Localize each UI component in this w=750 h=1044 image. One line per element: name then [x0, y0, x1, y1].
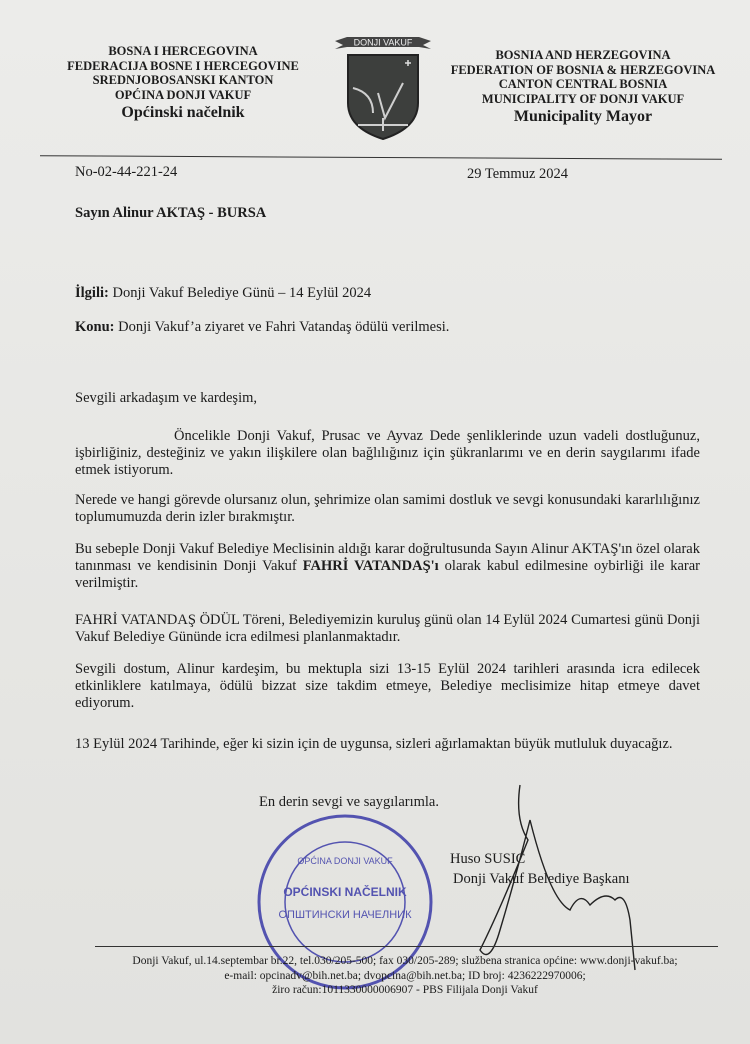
footer-line: e-mail: opcinadv@bih.net.ba; dvopcina@bih.net.ba; ID broj: 4236222970006; [224, 969, 586, 982]
stamp-line: ОПШТИНСКИ НАЧЕЛНИК [278, 909, 412, 921]
stamp-line: OPĆINSKI NAČELNIK [283, 885, 407, 899]
header-left [52, 44, 314, 124]
header-title: Municipality Mayor [513, 108, 653, 125]
subject-label: Konu: [75, 319, 115, 335]
header-line: CANTON CENTRAL BOSNIA [498, 77, 668, 91]
body-paragraph: Sevgili dostum, Alinur kardeşim, bu mektupla sizi 13-15 Eylül 2024 tarihleri arasında icra edilecek etkinliklere katılmaya, ödülü bizzat size takdim etmeye, Belediye meclisimize hitap etmeye davet ediyorum. [75, 661, 700, 711]
footer [95, 954, 715, 998]
body-paragraph: FAHRİ VATANDAŞ ÖDÜL Töreni, Belediyemizin kuruluş günü olan 14 Eylül 2024 Cumartesi günü Donji Vakuf Belediye Gününde icra edilmesi planlanmaktadır. [75, 612, 700, 645]
subject-text: Donji Vakuf’a ziyaret ve Fahri Vatandaş ödülü verilmesi. [118, 319, 450, 335]
footer-line: Donji Vakuf, ul.14.septembar br.22, tel.030/205-500; fax 030/205-289; službena stranica općine: www.donji-vakuf.ba; [132, 955, 678, 967]
body-paragraph: Nerede ve hangi görevde olursanız olun, şehrimize olan samimi dostluk ve sevgi konusundaki kararlılığınız toplumumuzda derin izler bırakmıştır. [75, 492, 700, 525]
signatory-title: Donji Vakuf Belediye Başkanı [453, 871, 630, 887]
body-paragraph: Öncelikle Donji Vakuf, Prusac ve Ayvaz Dede şenliklerinde uzun vadeli dostluğunuz, işbirliğiniz, desteğiniz ve yakın ilişkilere olan bağlılığınız için şükranlarımı ve en derin saygılarımı ifade etmek istiyorum. [75, 428, 700, 478]
decision-bold: FAHRİ VATANDAŞ'ı [302, 558, 439, 574]
header-divider [40, 155, 722, 160]
handwritten-signature [420, 780, 650, 980]
header-line: BOSNA I HERCEGOVINA [108, 44, 258, 58]
subject-ref-label: İlgili: [75, 285, 109, 301]
greeting: Sevgili arkadaşım ve kardeşim, [75, 390, 258, 406]
closing: En derin sevgi ve saygılarımla. [259, 794, 439, 810]
header-line: MUNICIPALITY OF DONJI VAKUF [481, 91, 685, 106]
decision-paragraph [75, 541, 700, 592]
header-line: FEDERATION OF BOSNIA & HERZEGOVINA [450, 62, 716, 77]
decision-text: Bu sebeple Donji Vakuf Belediye Meclisinin aldığı karar doğrultusunda Sayın Alinur AKTAŞ'ın özel olarak tanınması ve kendisinin Donji Vakuf [75, 541, 700, 574]
subject-ref-text: Donji Vakuf Belediye Günü – 14 Eylül 2024 [112, 285, 372, 301]
crest-label: DONJI VAKUF [353, 37, 413, 48]
body-paragraph: 13 Eylül 2024 Tarihinde, eğer ki sizin için de uygunsa, sizleri ağırlamaktan büyük mutluluk duyacağız. [75, 736, 673, 752]
header-line: BOSNIA AND HERZEGOVINA [495, 48, 671, 62]
decision-text: olarak kabul edilmesine oybirliği ile karar verilmiştir. [75, 558, 701, 591]
header-line: OPĆINA DONJI VAKUF [114, 87, 252, 102]
header-line: FEDERACIJA BOSNE I HERCEGOVINE [67, 58, 299, 73]
header-right [433, 48, 733, 128]
subject [75, 319, 449, 336]
signatory-name: Huso SUSIC [450, 851, 526, 867]
reference-number: No-02-44-221-24 [75, 164, 178, 180]
subject-ref [75, 285, 371, 302]
addressee: Sayın Alinur AKTAŞ - BURSA [75, 205, 267, 221]
header-title: Općinski načelnik [121, 104, 245, 121]
stamp-line: OPĆINA DONJI VAKUF [297, 856, 393, 866]
footer-line: žiro račun:1011330000006907 - PBS Filijala Donji Vakuf [272, 984, 538, 996]
municipality-crest-logo [333, 33, 433, 141]
header-line: SREDNJOBOSANSKI KANTON [92, 73, 274, 87]
footer-divider [95, 946, 718, 947]
letter-date: 29 Temmuz 2024 [467, 166, 569, 182]
